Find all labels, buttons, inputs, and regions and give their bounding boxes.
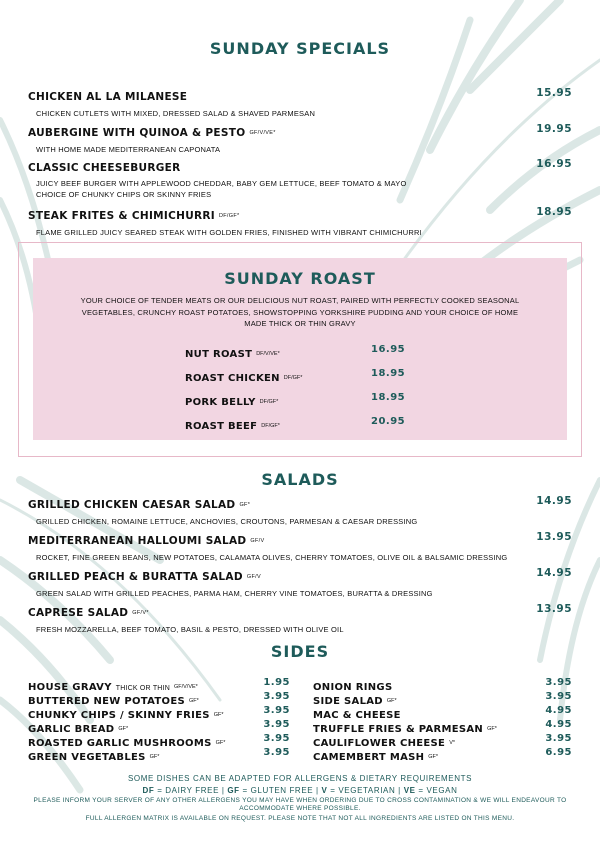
special-item	[28, 87, 572, 119]
item-name: ROAST BEEF	[185, 421, 258, 432]
item-name: GRILLED CHICKEN CAESAR SALAD	[28, 499, 236, 511]
item-price: 14.95	[536, 567, 572, 579]
item-name: NUT ROAST	[185, 349, 253, 360]
salad-item	[28, 567, 572, 599]
special-item	[28, 206, 572, 238]
key-meaning: = GLUTEN FREE	[242, 786, 314, 795]
key-code: GF	[227, 786, 240, 795]
dietary-tag: DF/GF*	[261, 423, 280, 429]
salad-item	[28, 531, 572, 563]
dietary-tag: DF/GF*	[259, 399, 279, 405]
item-name: GREEN VEGETABLES	[28, 752, 146, 763]
item-name: ROAST CHICKEN	[185, 373, 280, 384]
item-price: 15.95	[536, 87, 572, 99]
dietary-tag: GF*	[386, 698, 397, 704]
item-description: WITH HOME MADE MEDITERRANEAN CAPONATA	[36, 145, 221, 154]
item-name: HOUSE GRAVY	[28, 682, 112, 693]
item-name: CHUNKY CHIPS / SKINNY FRIES	[28, 710, 210, 721]
dietary-tag: GF*	[215, 740, 226, 746]
item-description: GREEN SALAD WITH GRILLED PEACHES, PARMA HAM, CHERRY VINE TOMATOES, BURATTA & DRESSING	[36, 589, 433, 598]
salad-item	[28, 495, 572, 527]
dietary-tag: DF/GF*	[219, 213, 240, 219]
item-name: TRUFFLE FRIES & PARMESAN	[313, 724, 484, 735]
item-name: PORK BELLY	[185, 397, 256, 408]
dietary-tag: GF*	[428, 754, 439, 760]
allergen-notice: SOME DISHES CAN BE ADAPTED FOR ALLERGENS & DIETARY REQUIREMENTS	[127, 774, 473, 783]
dietary-tag: GF/V*	[132, 610, 149, 616]
special-item	[28, 123, 572, 155]
dietary-tag: GF/V/VE*	[173, 684, 198, 690]
item-name: GARLIC BREAD	[28, 724, 115, 735]
item-name: CLASSIC CHEESEBURGER	[28, 162, 181, 174]
item-description: CHICKEN CUTLETS WITH MIXED, DRESSED SALAD & SHAVED PARMESAN	[36, 109, 316, 118]
side-item	[28, 747, 290, 765]
item-price: 18.95	[371, 392, 406, 403]
item-price: 19.95	[536, 123, 572, 135]
item-name: STEAK FRITES & CHIMICHURRI	[28, 210, 215, 222]
dietary-tag: GF/V	[246, 574, 261, 580]
roast-item	[185, 368, 415, 386]
item-price: 16.95	[371, 344, 406, 355]
item-description: JUICY BEEF BURGER WITH APPLEWOOD CHEDDAR, BABY GEM LETTUCE, BEEF TOMATO & MAYO	[36, 179, 407, 188]
item-description: CHOICE OF CHUNKY CHIPS OR SKINNY FRIES	[36, 190, 212, 199]
roast-item	[185, 344, 415, 362]
key-code: DF	[142, 786, 155, 795]
item-price: 3.95	[263, 733, 290, 744]
sides-title: SIDES	[270, 642, 330, 661]
side-item	[313, 747, 572, 765]
roast-item	[185, 392, 415, 410]
key-meaning: = VEGAN	[418, 786, 458, 795]
item-description: GRILLED CHICKEN, ROMAINE LETTUCE, ANCHOVIES, CROUTONS, PARMESAN & CAESAR DRESSING	[36, 517, 418, 526]
item-price: 18.95	[536, 206, 572, 218]
item-price: 3.95	[545, 691, 572, 702]
item-price: 3.95	[263, 719, 290, 730]
item-price: 6.95	[545, 747, 572, 758]
dietary-key: DF = DAIRY FREE | GF = GLUTEN FREE | V = VEGETARIAN | VE = VEGAN	[142, 786, 458, 795]
item-name: CAMEMBERT MASH	[313, 752, 425, 763]
dietary-tag: GF/V/VE*	[249, 130, 276, 136]
item-price: 3.95	[545, 733, 572, 744]
item-note: THICK OR THIN	[115, 685, 170, 692]
item-name: GRILLED PEACH & BURATTA SALAD	[28, 571, 243, 583]
item-name: ROASTED GARLIC MUSHROOMS	[28, 738, 212, 749]
item-description: FLAME GRILLED JUICY SEARED STEAK WITH GOLDEN FRIES, FINISHED WITH VIBRANT CHIMICHURRI	[36, 228, 422, 237]
dietary-tag: DF/GF*	[283, 375, 303, 381]
dietary-tag: DF/V/VE*	[256, 351, 280, 357]
salad-item	[28, 603, 572, 635]
dietary-tag: GF*	[239, 502, 251, 508]
key-code: VE	[403, 786, 416, 795]
item-name: CAULIFLOWER CHEESE	[313, 738, 446, 749]
item-name: ONION RINGS	[313, 682, 393, 693]
specials-title: SUNDAY SPECIALS	[209, 39, 391, 58]
special-item	[28, 158, 572, 200]
item-name: SIDE SALAD	[313, 696, 383, 707]
item-name: CAPRESE SALAD	[28, 607, 129, 619]
item-price: 13.95	[536, 603, 572, 615]
item-price: 20.95	[371, 416, 406, 427]
key-code: V	[321, 786, 328, 795]
cross-contamination-notice: PLEASE INFORM YOUR SERVER OF ANY OTHER ALLERGENS YOU MAY HAVE WHEN ORDERING DUE TO CROSS CONTAMINATION & WE WILL ENDEAVOUR TO ACCOMMODATE WHERE POSSIBLE.	[33, 797, 567, 812]
item-description: FRESH MOZZARELLA, BEEF TOMATO, BASIL & PESTO, DRESSED WITH OLIVE OIL	[36, 625, 344, 634]
item-name: CHICKEN AL LA MILANESE	[28, 91, 188, 103]
item-price: 13.95	[536, 531, 572, 543]
salads-title: SALADS	[261, 470, 339, 489]
dietary-tag: GF*	[188, 698, 199, 704]
item-price: 4.95	[545, 705, 572, 716]
item-price: 3.95	[263, 691, 290, 702]
item-description: ROCKET, FINE GREEN BEANS, NEW POTATOES, CALAMATA OLIVES, CHERRY TOMATOES, OLIVE OIL & BALSAMIC DRESSING	[36, 553, 508, 562]
allergen-matrix-notice: FULL ALLERGEN MATRIX IS AVAILABLE ON REQUEST. PLEASE NOTE THAT NOT ALL INGREDIENTS ARE LISTED ON THIS MENU.	[85, 815, 515, 822]
item-price: 16.95	[536, 158, 572, 170]
dietary-tag: V*	[449, 740, 455, 746]
item-price: 3.95	[263, 747, 290, 758]
item-name: AUBERGINE WITH QUINOA & PESTO	[28, 127, 246, 139]
key-meaning: = DAIRY FREE	[157, 786, 220, 795]
item-name: BUTTERED NEW POTATOES	[28, 696, 185, 707]
key-meaning: = VEGETARIAN	[330, 786, 396, 795]
dietary-tag: GF*	[213, 712, 224, 718]
item-price: 3.95	[263, 705, 290, 716]
dietary-tag: GF*	[487, 726, 497, 732]
item-price: 4.95	[545, 719, 572, 730]
dietary-tag: GF*	[149, 754, 160, 760]
item-price: 14.95	[536, 495, 572, 507]
item-price: 1.95	[263, 677, 290, 688]
item-name: MAC & CHEESE	[313, 710, 401, 721]
dietary-tag: GF*	[118, 726, 129, 732]
roast-panel	[33, 258, 567, 440]
item-price: 3.95	[545, 677, 572, 688]
item-name: MEDITERRANEAN HALLOUMI SALAD	[28, 535, 247, 547]
roast-item	[185, 416, 415, 434]
dietary-tag: GF/V	[250, 538, 265, 544]
item-price: 18.95	[371, 368, 406, 379]
roast-title: SUNDAY ROAST	[224, 269, 376, 288]
roast-intro: YOUR CHOICE OF TENDER MEATS OR OUR DELICIOUS NUT ROAST, PAIRED WITH PERFECTLY COOKED SEASONAL VEGETABLES, CRUNCHY ROAST POTATOES, SHOWSTOPPING YORKSHIRE PUDDING AND YOUR CHOICE OF HOME MADE THICK OR THIN GRAVY	[80, 296, 520, 328]
